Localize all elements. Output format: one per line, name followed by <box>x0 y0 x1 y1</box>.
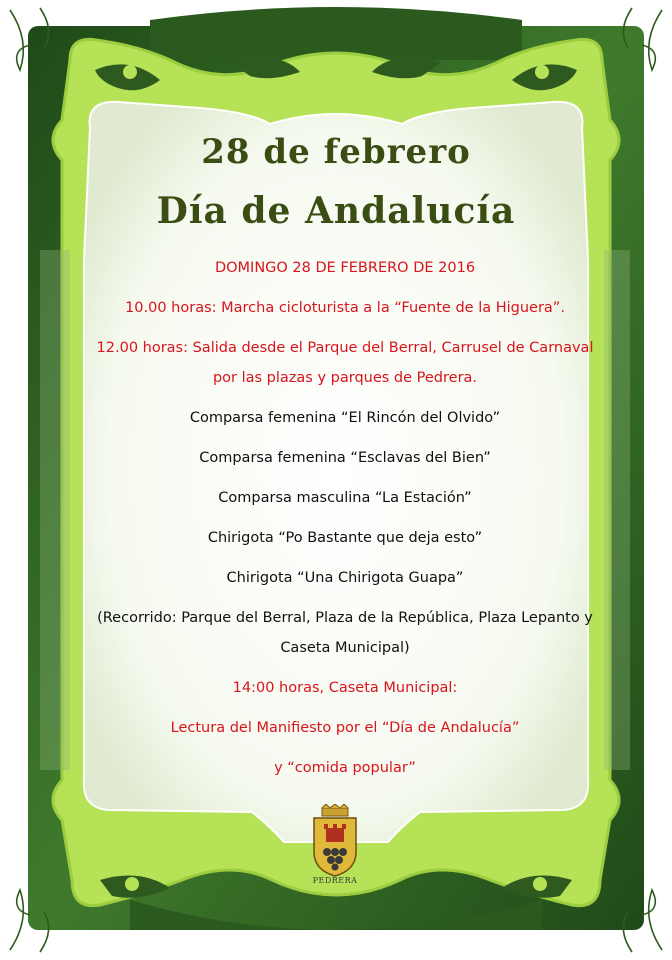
program-line-comparsa-2: Comparsa femenina “Esclavas del Bien” <box>199 450 491 466</box>
title-date: 28 de febrero <box>201 132 471 172</box>
program-line-parade: 12.00 horas: Salida desde el Parque del Berral, Carrusel de Carnaval <box>96 340 594 356</box>
program-line-comparsa-1: Comparsa femenina “El Rincón del Olvido” <box>189 410 501 426</box>
program-line-route-cont: Caseta Municipal) <box>280 640 410 656</box>
program-line-manifesto: Lectura del Manifiesto por el “Día de Andalucía” <box>170 720 520 736</box>
program-line-route: (Recorrido: Parque del Berral, Plaza de la República, Plaza Lepanto y <box>97 610 593 626</box>
title-event: Día de Andalucía <box>156 190 516 232</box>
program-line-lunch-time: 14:00 horas, Caseta Municipal: <box>232 680 458 696</box>
program-line-parade-cont: por las plazas y parques de Pedrera. <box>212 370 478 386</box>
crest-label: PEDRERA <box>312 876 358 885</box>
program-line-meal: y “comida popular” <box>274 760 416 776</box>
program-line-date: DOMINGO 28 DE FEBRERO DE 2016 <box>214 260 476 276</box>
program-line-chirigota-2: Chirigota “Una Chirigota Guapa” <box>226 570 464 586</box>
program-line-chirigota-1: Chirigota “Po Bastante que deja esto” <box>207 530 483 546</box>
program-line-comparsa-3: Comparsa masculina “La Estación” <box>218 490 472 506</box>
program-line-ride: 10.00 horas: Marcha cicloturista a la “Fuente de la Higuera”. <box>125 300 565 316</box>
